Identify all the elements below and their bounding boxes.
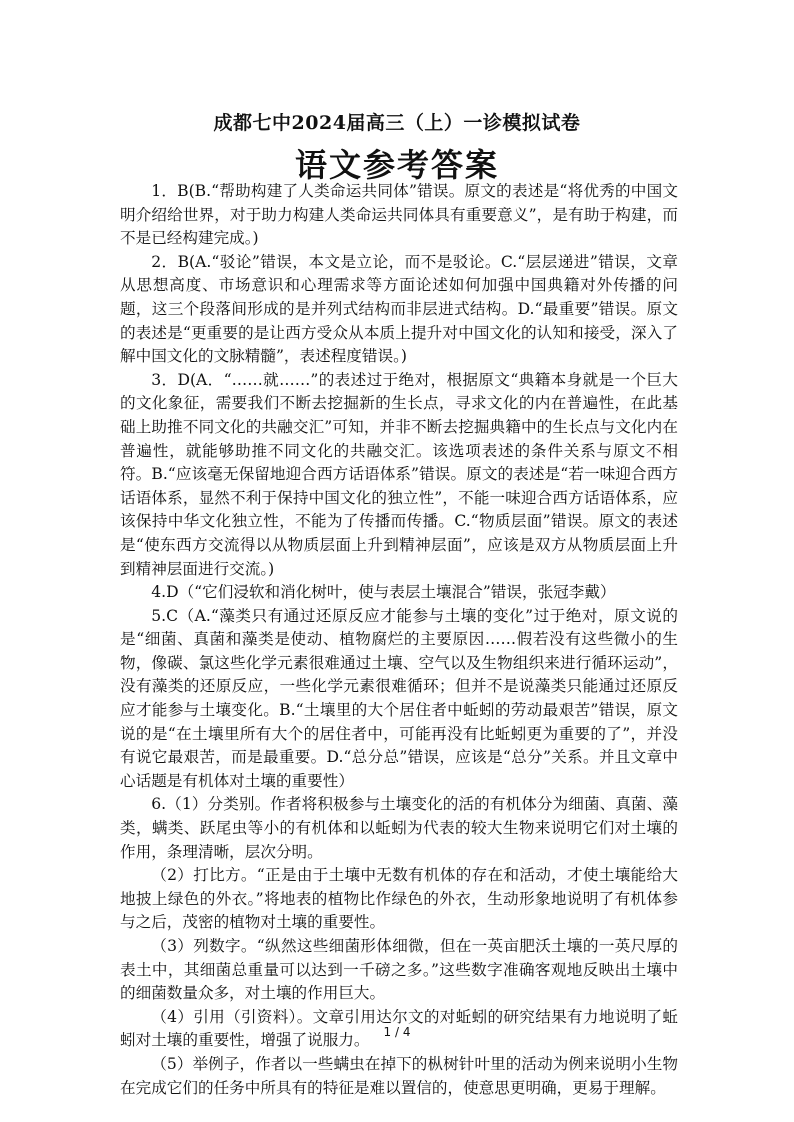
answer-paragraph: 3．D(A．“……就……”的表述过于绝对，根据原文“典籍本身就是一个巨大的文化象征，需要我们不断去挖掘新的生长点，寻求文化的内在普遍性，在此基础上助推不同文化的共融交汇”可知，并非不断去挖掘典籍中的生长点与文化内在普遍性，就能够助推不同文化的共融交汇。该选项表述的条件关系与原文不相符。B.“应该毫无保留地迎合西方话语体系”错误。原文的表述是“若一味迎合西方话语体系，显然不利于保持中国文化的独立性”，不能一味迎合西方话语体系，应该保持中华文化独立性，不能为了传播而传播。C.“物质层面”错误。原文的表述是“使东西方交流得以从物质层面上升到精神层面”，应该是双方从物质层面上升到精神层面进行交流。) <box>120 370 678 578</box>
answer-key-heading: 语文参考答案 <box>294 146 499 184</box>
answer-paragraph: 5.C（A.“藻类只有通过还原反应才能参与土壤的变化”过于绝对，原文说的是“细菌、真菌和藻类是使动、植物腐烂的主要原因……假若没有这些微小的生物，像碳、氯这些化学元素很难通过土壤、空气以及生物组织来进行循环运动”，没有藻类的还原反应，一些化学元素很难循环；但并不是说藻类只能通过还原反应才能参与土壤变化。B.“土壤里的大个居住者中蚯蚓的劳动最艰苦”错误，原文说的是“在土壤里所有大个的居住者中，可能再没有比蚯蚓更为重要的了”，并没有说它最艰苦，而是最重要。D.“总分总”错误，应该是“总分”关系。并且文章中心话题是有机体对土壤的重要性） <box>120 606 678 790</box>
answer-paragraph: 6.（1）分类别。作者将积极参与土壤变化的活的有机体分为细菌、真菌、藻类，螨类、跃尾虫等小的有机体和以蚯蚓为代表的较大生物来说明它们对土壤的作用，条理清晰，层次分明。 <box>120 795 678 861</box>
page-number: 1 / 4 <box>383 1025 411 1039</box>
exam-title: 成都七中2024届高三（上）一诊模拟试卷 <box>213 112 581 134</box>
answer-content <box>120 180 678 1100</box>
answer-paragraph: （5）举例子，作者以一些螨虫在掉下的枞树针叶里的活动为例来说明小生物在完成它们的任务中所具有的特征是难以置信的，使意思更明确，更易于理解。 <box>120 1054 678 1097</box>
answer-paragraph: （4）引用（引资料）。文章引用达尔文的对蚯蚓的研究结果有力地说明了蚯蚓对土壤的重要性，增强了说服力。 <box>120 1007 678 1050</box>
answer-paragraph: （3）列数字。“纵然这些细菌形体细微，但在一英亩肥沃土壤的一英尺厚的表土中，其细菌总重量可以达到一千磅之多。”这些数字准确客观地反映出土壤中的细菌数量众多，对土壤的作用巨大。 <box>120 937 678 1003</box>
answer-paragraph: 2．B(A.“驳论”错误，本文是立论，而不是驳论。C.“层层递进”错误，文章从思想高度、市场意识和心理需求等方面论述如何加强中国典籍对外传播的问题，这三个段落间形成的是并列式结构而非层进式结构。D.“最重要”错误。原文的表述是“更重要的是让西方受众从本质上提升对中国文化的认知和接受，深入了解中国文化的文脉精髓”，表述程度错误。) <box>120 252 678 366</box>
answer-paragraph: 4.D（“它们浸软和消化树叶，使与表层土壤混合”错误，张冠李戴） <box>151 583 616 602</box>
answer-paragraph: （2）打比方。“正是由于土壤中无数有机体的存在和活动，才使土壤能给大地披上绿色的外衣。”将地表的植物比作绿色的外衣，生动形象地说明了有机体参与之后，茂密的植物对土壤的重要性。 <box>120 866 678 932</box>
answer-paragraph: 1．B(B.“帮助构建了人类命运共同体”错误。原文的表述是“将优秀的中国文明介绍给世界，对于助力构建人类命运共同体具有重要意义”，是有助于构建，而不是已经构建完成。) <box>120 182 678 248</box>
